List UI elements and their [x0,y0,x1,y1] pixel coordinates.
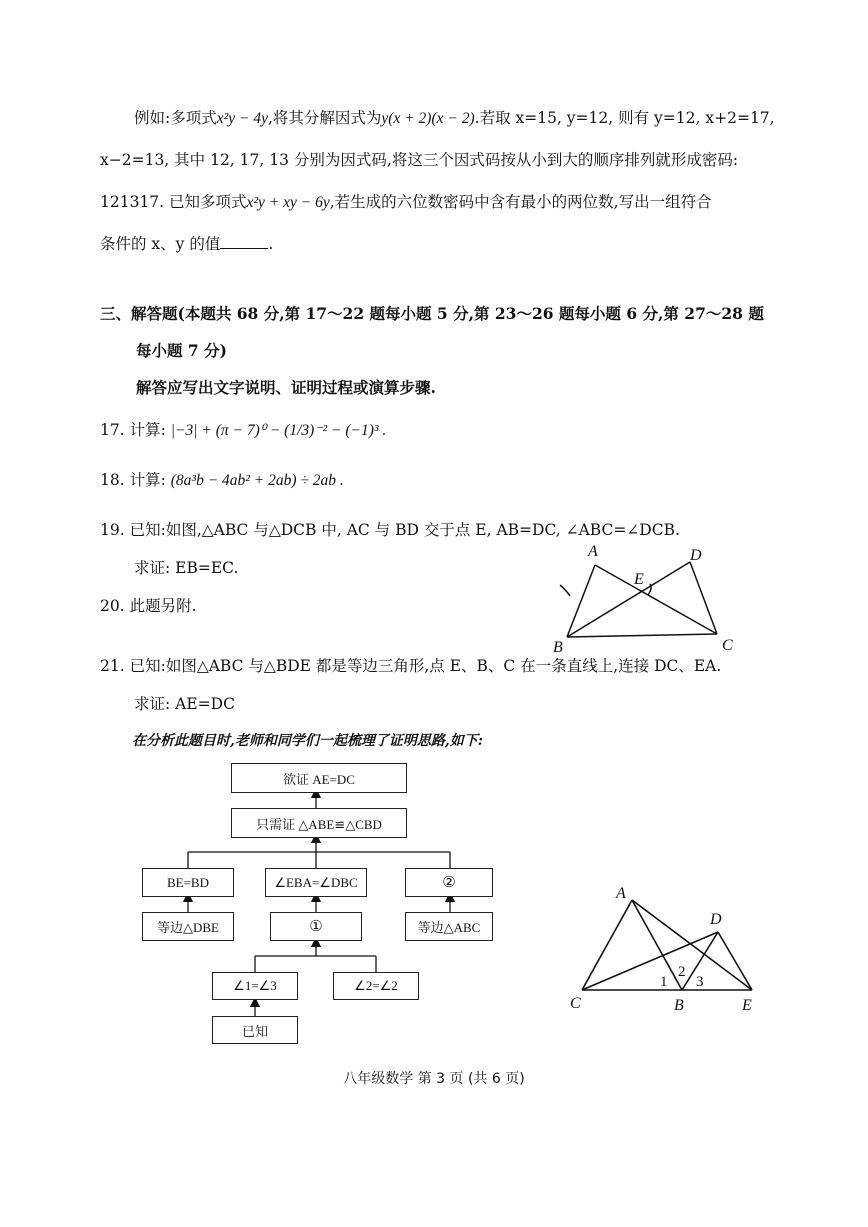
flow-reason-3: 等边△ABC [405,912,493,941]
segment-DE [718,932,752,990]
label-B: B [674,997,684,1014]
q16-expr-1: x²y − 4y [216,110,268,127]
q20 [100,594,197,616]
q17 [100,418,386,440]
q16-expr-3: x²y + xy − 6y [246,194,330,211]
flowchart-connectors [130,760,510,1050]
q21-number: 21. [100,657,125,675]
q16-text-1b: ,将其分解因式为 [267,109,382,127]
segment-BC [567,634,717,637]
segment-AB [567,565,595,637]
label-D: D [690,547,702,564]
section3-heading: 三、解答题(本题共 68 分,第 17～22 题每小题 5 分,第 23～26 题每小题 6 分,第 27～28 题 [100,304,764,323]
q21-line1 [100,654,721,676]
q16-text-3a: 121317. 已知多项式 [100,193,247,211]
label-E: E [742,997,752,1014]
label-D: D [710,911,722,928]
segment-AB [632,900,682,990]
q16-line3 [100,190,712,212]
q16-text-4: 条件的 x、y 的值 [100,235,221,253]
q18-expression: (8a³b − 4ab² + 2ab) ÷ 2ab . [170,472,344,489]
q16-text-4end: . [268,235,274,253]
angle-label-3: 3 [696,974,704,990]
label-C: C [722,637,733,654]
q20-text: 此题另附. [129,597,197,615]
q16-expr-2: y(x + 2)(x − 2) [381,110,475,127]
segment-CA [582,900,632,990]
flow-sub-reason-1: ∠1=∠3 [212,972,298,1000]
q16-line1 [134,106,775,128]
page-footer: 八年级数学 第 3 页 (共 6 页) [343,1071,525,1087]
q18 [100,468,344,490]
angle-label-2: 2 [678,964,686,980]
section3-instruction: 解答应写出文字说明、证明过程或演算步骤. [136,378,436,397]
q17-number: 17. [100,421,125,439]
segment-DC [690,562,717,634]
q20-number: 20. [100,597,125,615]
label-B: B [553,639,563,655]
label-A: A [616,885,626,902]
q16-text-1a: 例如:多项式 [134,109,217,127]
angle-label-1: 1 [660,974,668,990]
answer-blank[interactable] [220,234,268,249]
q16-text-1c: .若取 x=15, y=12, 则有 y=12, x+2=17, [474,109,775,127]
angle-mark-B [560,585,570,596]
q16-line4 [100,232,273,254]
section3-heading-cont: 每小题 7 分) [136,341,227,360]
q17-label: 计算: [129,421,166,439]
segment-BD [567,562,690,637]
flow-reason-1: 等边△DBE [142,912,234,941]
q17-expression: |−3| + (π − 7)⁰ − (1/3)⁻² − (−1)³ . [170,422,387,439]
label-A: A [588,543,598,560]
label-C: C [570,995,581,1012]
segment-AC [595,565,717,634]
q16-text-3b: ,若生成的六位数密码中含有最小的两位数,写出一组符合 [329,193,712,211]
q19-line1 [100,518,680,540]
flow-goal-box: 欲证 AE=DC [231,763,407,793]
label-E: E [634,571,644,588]
flow-condition-1: BE=BD [142,868,234,897]
q19-number: 19. [100,521,125,539]
flow-condition-2: ∠EBA=∠DBC [265,868,367,897]
flow-reason-2: ① [270,912,362,941]
q21-figure [560,878,770,1018]
q18-label: 计算: [129,471,166,489]
q19-statement: 已知:如图,△ABC 与△DCB 中, AC 与 BD 交于点 E, AB=DC, ∠ABC=∠DCB. [129,521,680,539]
angle-mark-E [648,584,651,595]
q18-number: 18. [100,471,125,489]
segment-AE [632,900,752,990]
q19-prove: 求证: EB=EC. [134,559,239,577]
flow-given-box: 已知 [212,1016,298,1044]
q19-figure [550,540,750,655]
flow-condition-3: ② [405,868,493,897]
q21-statement: 已知:如图△ABC 与△BDE 都是等边三角形,点 E、B、C 在一条直线上,连接 DC、EA. [129,657,722,675]
q21-prove: 求证: AE=DC [134,695,235,713]
q21-analysis: 在分析此题目时,老师和同学们一起梳理了证明思路,如下: [132,733,483,749]
q16-line2: x−2=13, 其中 12, 17, 13 分别为因式码,将这三个因式码按从小到大的顺序排列就形成密码: [100,151,739,169]
flow-sub-reason-2: ∠2=∠2 [333,972,419,1000]
flow-need-box: 只需证 △ABE≌△CBD [231,808,407,838]
